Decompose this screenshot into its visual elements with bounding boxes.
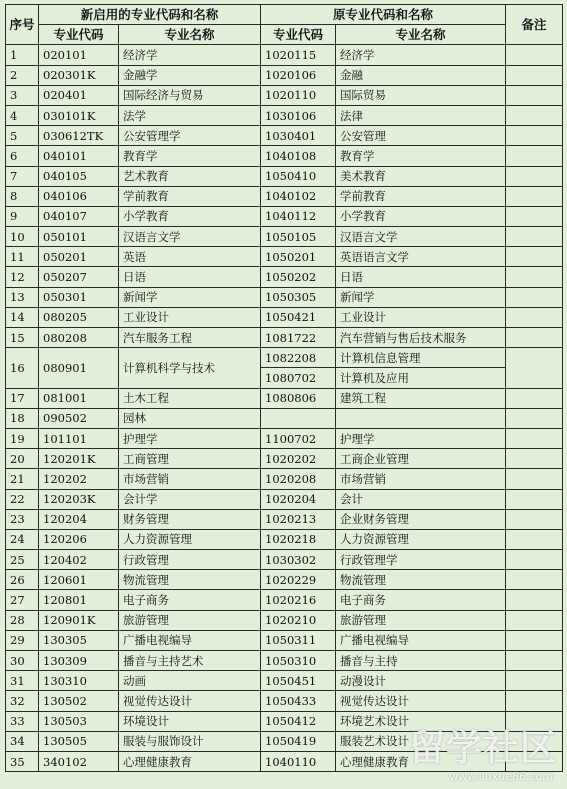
- table-body: [6, 45, 563, 772]
- row-seq: 35: [6, 751, 39, 771]
- new-name: 新闻学: [119, 287, 261, 307]
- remark-cell: [506, 711, 563, 731]
- old-name: 英语语言文学: [336, 247, 506, 267]
- row-seq: 13: [6, 287, 39, 307]
- old-name: 视觉传达设计: [336, 691, 506, 711]
- old-code: 1030106: [261, 105, 336, 125]
- remark-cell: [506, 550, 563, 570]
- row-seq: 11: [6, 247, 39, 267]
- remark-cell: [506, 428, 563, 448]
- old-name: 新闻学: [336, 287, 506, 307]
- old-code: 1100702: [261, 428, 336, 448]
- new-code: 120601: [39, 570, 119, 590]
- old-code: 1020115: [261, 45, 336, 65]
- remark-cell: [506, 307, 563, 327]
- row-seq: 33: [6, 711, 39, 731]
- new-name: 艺术教育: [119, 166, 261, 186]
- new-code: 120402: [39, 550, 119, 570]
- remark-cell: [506, 146, 563, 166]
- old-name: 日语: [336, 267, 506, 287]
- new-name: 财务管理: [119, 509, 261, 529]
- new-code: 030612TK: [39, 126, 119, 146]
- new-name: 市场营销: [119, 469, 261, 489]
- row-seq: 4: [6, 105, 39, 125]
- old-code: 1050451: [261, 671, 336, 691]
- table-row: [6, 711, 563, 731]
- new-name: 心理健康教育: [119, 751, 261, 771]
- table-row: [6, 529, 563, 549]
- remark-cell: [506, 287, 563, 307]
- header-remark: 备注: [506, 5, 563, 45]
- old-name: 金融: [336, 65, 506, 85]
- row-seq: 2: [6, 65, 39, 85]
- table-row: [6, 489, 563, 509]
- old-name: 汽车营销与售后技术服务: [336, 328, 506, 348]
- table-row: [6, 691, 563, 711]
- new-name: 园林: [119, 408, 261, 428]
- new-name: 旅游管理: [119, 610, 261, 630]
- remark-cell: [506, 731, 563, 751]
- old-code: 1050202: [261, 267, 336, 287]
- new-code: 120204: [39, 509, 119, 529]
- old-name: 经济学: [336, 45, 506, 65]
- new-name: 服装与服饰设计: [119, 731, 261, 751]
- new-name: 广播电视编导: [119, 630, 261, 650]
- new-name: 学前教育: [119, 186, 261, 206]
- table-row: [6, 731, 563, 751]
- new-name: 播音与主持艺术: [119, 651, 261, 671]
- new-code: 020301K: [39, 65, 119, 85]
- table-row: [6, 206, 563, 226]
- table-row: [6, 247, 563, 267]
- new-name: 法学: [119, 105, 261, 125]
- old-name: 建筑工程: [336, 388, 506, 408]
- old-code: 1080806: [261, 388, 336, 408]
- new-name: 国际经济与贸易: [119, 85, 261, 105]
- old-name: 公安管理: [336, 126, 506, 146]
- table-row: [6, 186, 563, 206]
- remark-cell: [506, 691, 563, 711]
- watermark-url: www.liuxue86.com: [449, 770, 553, 783]
- old-name: 护理学: [336, 428, 506, 448]
- new-name: 汽车服务工程: [119, 328, 261, 348]
- old-name: 行政管理学: [336, 550, 506, 570]
- remark-cell: [506, 469, 563, 489]
- row-seq: 9: [6, 206, 39, 226]
- row-seq: 12: [6, 267, 39, 287]
- table-row: [6, 751, 563, 771]
- remark-cell: [506, 449, 563, 469]
- old-code: 1040108: [261, 146, 336, 166]
- old-name: 计算机及应用: [336, 368, 506, 388]
- header-row-top: [6, 5, 563, 25]
- row-seq: 14: [6, 307, 39, 327]
- old-name: 服装艺术设计: [336, 731, 506, 751]
- new-code: 120901K: [39, 610, 119, 630]
- new-name: 土木工程: [119, 388, 261, 408]
- header-new-code: 专业代码: [39, 25, 119, 45]
- header-new-name: 专业名称: [119, 25, 261, 45]
- new-code: 090502: [39, 408, 119, 428]
- table-row: [6, 408, 563, 428]
- old-name: 动漫设计: [336, 671, 506, 691]
- row-seq: 3: [6, 85, 39, 105]
- old-code: 1050310: [261, 651, 336, 671]
- row-seq: 30: [6, 651, 39, 671]
- remark-cell: [506, 328, 563, 348]
- new-code: 130305: [39, 630, 119, 650]
- old-code: 1050433: [261, 691, 336, 711]
- old-code: 1040102: [261, 186, 336, 206]
- row-seq: 24: [6, 529, 39, 549]
- row-seq: 10: [6, 227, 39, 247]
- old-name: 教育学: [336, 146, 506, 166]
- new-code: 050301: [39, 287, 119, 307]
- old-code: 1080702: [261, 368, 336, 388]
- remark-cell: [506, 166, 563, 186]
- row-seq: 19: [6, 428, 39, 448]
- header-old-group: 原专业代码和名称: [261, 5, 506, 25]
- row-seq: 25: [6, 550, 39, 570]
- row-seq: 23: [6, 509, 39, 529]
- old-code: 1040112: [261, 206, 336, 226]
- new-code: 130310: [39, 671, 119, 691]
- table-row: [6, 65, 563, 85]
- remark-cell: [506, 65, 563, 85]
- old-code: 1081722: [261, 328, 336, 348]
- old-code: 1020210: [261, 610, 336, 630]
- row-seq: 15: [6, 328, 39, 348]
- old-code: 1050201: [261, 247, 336, 267]
- new-code: 050207: [39, 267, 119, 287]
- remark-cell: [506, 509, 563, 529]
- new-name: 教育学: [119, 146, 261, 166]
- row-seq: 22: [6, 489, 39, 509]
- old-code: 1050419: [261, 731, 336, 751]
- remark-cell: [506, 85, 563, 105]
- table-row: [6, 610, 563, 630]
- table-row: [6, 307, 563, 327]
- old-code: 1020110: [261, 85, 336, 105]
- old-code: 1050311: [261, 630, 336, 650]
- old-code: 1020216: [261, 590, 336, 610]
- old-name: 会计: [336, 489, 506, 509]
- table-row: [6, 85, 563, 105]
- old-code: 1050410: [261, 166, 336, 186]
- new-name: 人力资源管理: [119, 529, 261, 549]
- remark-cell: [506, 630, 563, 650]
- new-code: 020401: [39, 85, 119, 105]
- new-code: 080901: [39, 348, 119, 388]
- new-name: 经济学: [119, 45, 261, 65]
- new-code: 040105: [39, 166, 119, 186]
- new-name: 物流管理: [119, 570, 261, 590]
- row-seq: 27: [6, 590, 39, 610]
- header-old-code: 专业代码: [261, 25, 336, 45]
- new-code: 080208: [39, 328, 119, 348]
- new-name: 会计学: [119, 489, 261, 509]
- old-name: 电子商务: [336, 590, 506, 610]
- row-seq: 31: [6, 671, 39, 691]
- new-code: 130503: [39, 711, 119, 731]
- remark-cell: [506, 247, 563, 267]
- old-code: 1020204: [261, 489, 336, 509]
- row-seq: 26: [6, 570, 39, 590]
- old-name: 美术教育: [336, 166, 506, 186]
- table-row: [6, 570, 563, 590]
- new-code: 130505: [39, 731, 119, 751]
- old-code: 1050412: [261, 711, 336, 731]
- row-seq: 29: [6, 630, 39, 650]
- new-name: 英语: [119, 247, 261, 267]
- table-row: [6, 550, 563, 570]
- table-row: [6, 267, 563, 287]
- old-name: 国际贸易: [336, 85, 506, 105]
- old-name: 工商企业管理: [336, 449, 506, 469]
- old-code: 1030302: [261, 550, 336, 570]
- new-code: 040101: [39, 146, 119, 166]
- remark-cell: [506, 570, 563, 590]
- old-code: 1050421: [261, 307, 336, 327]
- new-code: 120201K: [39, 449, 119, 469]
- old-code: 1020218: [261, 529, 336, 549]
- row-seq: 1: [6, 45, 39, 65]
- table-row: [6, 227, 563, 247]
- table-row: [6, 671, 563, 691]
- row-seq: 5: [6, 126, 39, 146]
- row-seq: 34: [6, 731, 39, 751]
- new-name: 电子商务: [119, 590, 261, 610]
- new-name: 公安管理学: [119, 126, 261, 146]
- old-name: 物流管理: [336, 570, 506, 590]
- new-code: 050101: [39, 227, 119, 247]
- table-row: [6, 388, 563, 408]
- table-row: [6, 146, 563, 166]
- new-name: 护理学: [119, 428, 261, 448]
- row-seq: 6: [6, 146, 39, 166]
- old-name: 人力资源管理: [336, 529, 506, 549]
- header-old-name: 专业名称: [336, 25, 506, 45]
- new-name: 金融学: [119, 65, 261, 85]
- new-name: 小学教育: [119, 206, 261, 226]
- remark-cell: [506, 105, 563, 125]
- table-row: [6, 166, 563, 186]
- remark-cell: [506, 186, 563, 206]
- remark-cell: [506, 590, 563, 610]
- old-code: 1030401: [261, 126, 336, 146]
- old-code: 1020229: [261, 570, 336, 590]
- row-seq: 7: [6, 166, 39, 186]
- new-name: 视觉传达设计: [119, 691, 261, 711]
- row-seq: 8: [6, 186, 39, 206]
- new-name: 工业设计: [119, 307, 261, 327]
- table-row: [6, 509, 563, 529]
- row-seq: 32: [6, 691, 39, 711]
- old-name: 市场营销: [336, 469, 506, 489]
- new-code: 040106: [39, 186, 119, 206]
- remark-cell: [506, 489, 563, 509]
- new-code: 101101: [39, 428, 119, 448]
- table-row: [6, 469, 563, 489]
- new-code: 030101K: [39, 105, 119, 125]
- old-code: 1020213: [261, 509, 336, 529]
- remark-cell: [506, 671, 563, 691]
- header-seq: 序号: [6, 5, 39, 45]
- remark-cell: [506, 267, 563, 287]
- new-code: 120202: [39, 469, 119, 489]
- remark-cell: [506, 227, 563, 247]
- remark-cell: [506, 206, 563, 226]
- new-code: 081001: [39, 388, 119, 408]
- new-code: 130309: [39, 651, 119, 671]
- old-code: 1040110: [261, 751, 336, 771]
- new-name: 汉语言文学: [119, 227, 261, 247]
- new-name: 动画: [119, 671, 261, 691]
- remark-cell: [506, 408, 563, 428]
- old-code: 1082208: [261, 348, 336, 368]
- old-name: 工业设计: [336, 307, 506, 327]
- new-code: 130502: [39, 691, 119, 711]
- new-code: 120801: [39, 590, 119, 610]
- new-name: 环境设计: [119, 711, 261, 731]
- table-row: [6, 651, 563, 671]
- old-code: 1020208: [261, 469, 336, 489]
- row-seq: 21: [6, 469, 39, 489]
- old-code: 1020106: [261, 65, 336, 85]
- table-row: [6, 428, 563, 448]
- remark-cell: [506, 45, 563, 65]
- table-row: [6, 590, 563, 610]
- old-name: 小学教育: [336, 206, 506, 226]
- new-code: 050201: [39, 247, 119, 267]
- table-row: [6, 449, 563, 469]
- new-name: 日语: [119, 267, 261, 287]
- new-code: 080205: [39, 307, 119, 327]
- remark-cell: [506, 529, 563, 549]
- header-row-sub: [6, 25, 563, 45]
- table-row: [6, 105, 563, 125]
- row-seq: 17: [6, 388, 39, 408]
- new-code: 120206: [39, 529, 119, 549]
- table-row: [6, 287, 563, 307]
- table-row: [6, 348, 563, 368]
- row-seq: 18: [6, 408, 39, 428]
- old-code: [261, 408, 336, 428]
- new-code: 340102: [39, 751, 119, 771]
- remark-cell: [506, 348, 563, 388]
- table-row: [6, 126, 563, 146]
- old-name: 法律: [336, 105, 506, 125]
- watermark-logo: 留学社区: [408, 728, 557, 769]
- old-code: 1020202: [261, 449, 336, 469]
- old-name: 心理健康教育: [336, 751, 506, 771]
- remark-cell: [506, 651, 563, 671]
- old-name: 环境艺术设计: [336, 711, 506, 731]
- header-new-group: 新启用的专业代码和名称: [39, 5, 261, 25]
- new-code: 120203K: [39, 489, 119, 509]
- old-name: 汉语言文学: [336, 227, 506, 247]
- new-name: 计算机科学与技术: [119, 348, 261, 388]
- new-name: 行政管理: [119, 550, 261, 570]
- table-row: [6, 328, 563, 348]
- old-name: [336, 408, 506, 428]
- old-code: 1050105: [261, 227, 336, 247]
- old-name: 广播电视编导: [336, 630, 506, 650]
- major-code-table: [5, 4, 563, 772]
- row-seq: 28: [6, 610, 39, 630]
- row-seq: 20: [6, 449, 39, 469]
- old-name: 学前教育: [336, 186, 506, 206]
- row-seq: 16: [6, 348, 39, 388]
- table-row: [6, 630, 563, 650]
- old-code: 1050305: [261, 287, 336, 307]
- old-name: 计算机信息管理: [336, 348, 506, 368]
- old-name: 播音与主持: [336, 651, 506, 671]
- old-name: 旅游管理: [336, 610, 506, 630]
- table-row: [6, 45, 563, 65]
- new-name: 工商管理: [119, 449, 261, 469]
- new-code: 040107: [39, 206, 119, 226]
- remark-cell: [506, 388, 563, 408]
- remark-cell: [506, 126, 563, 146]
- old-name: 企业财务管理: [336, 509, 506, 529]
- remark-cell: [506, 610, 563, 630]
- new-code: 020101: [39, 45, 119, 65]
- remark-cell: [506, 751, 563, 771]
